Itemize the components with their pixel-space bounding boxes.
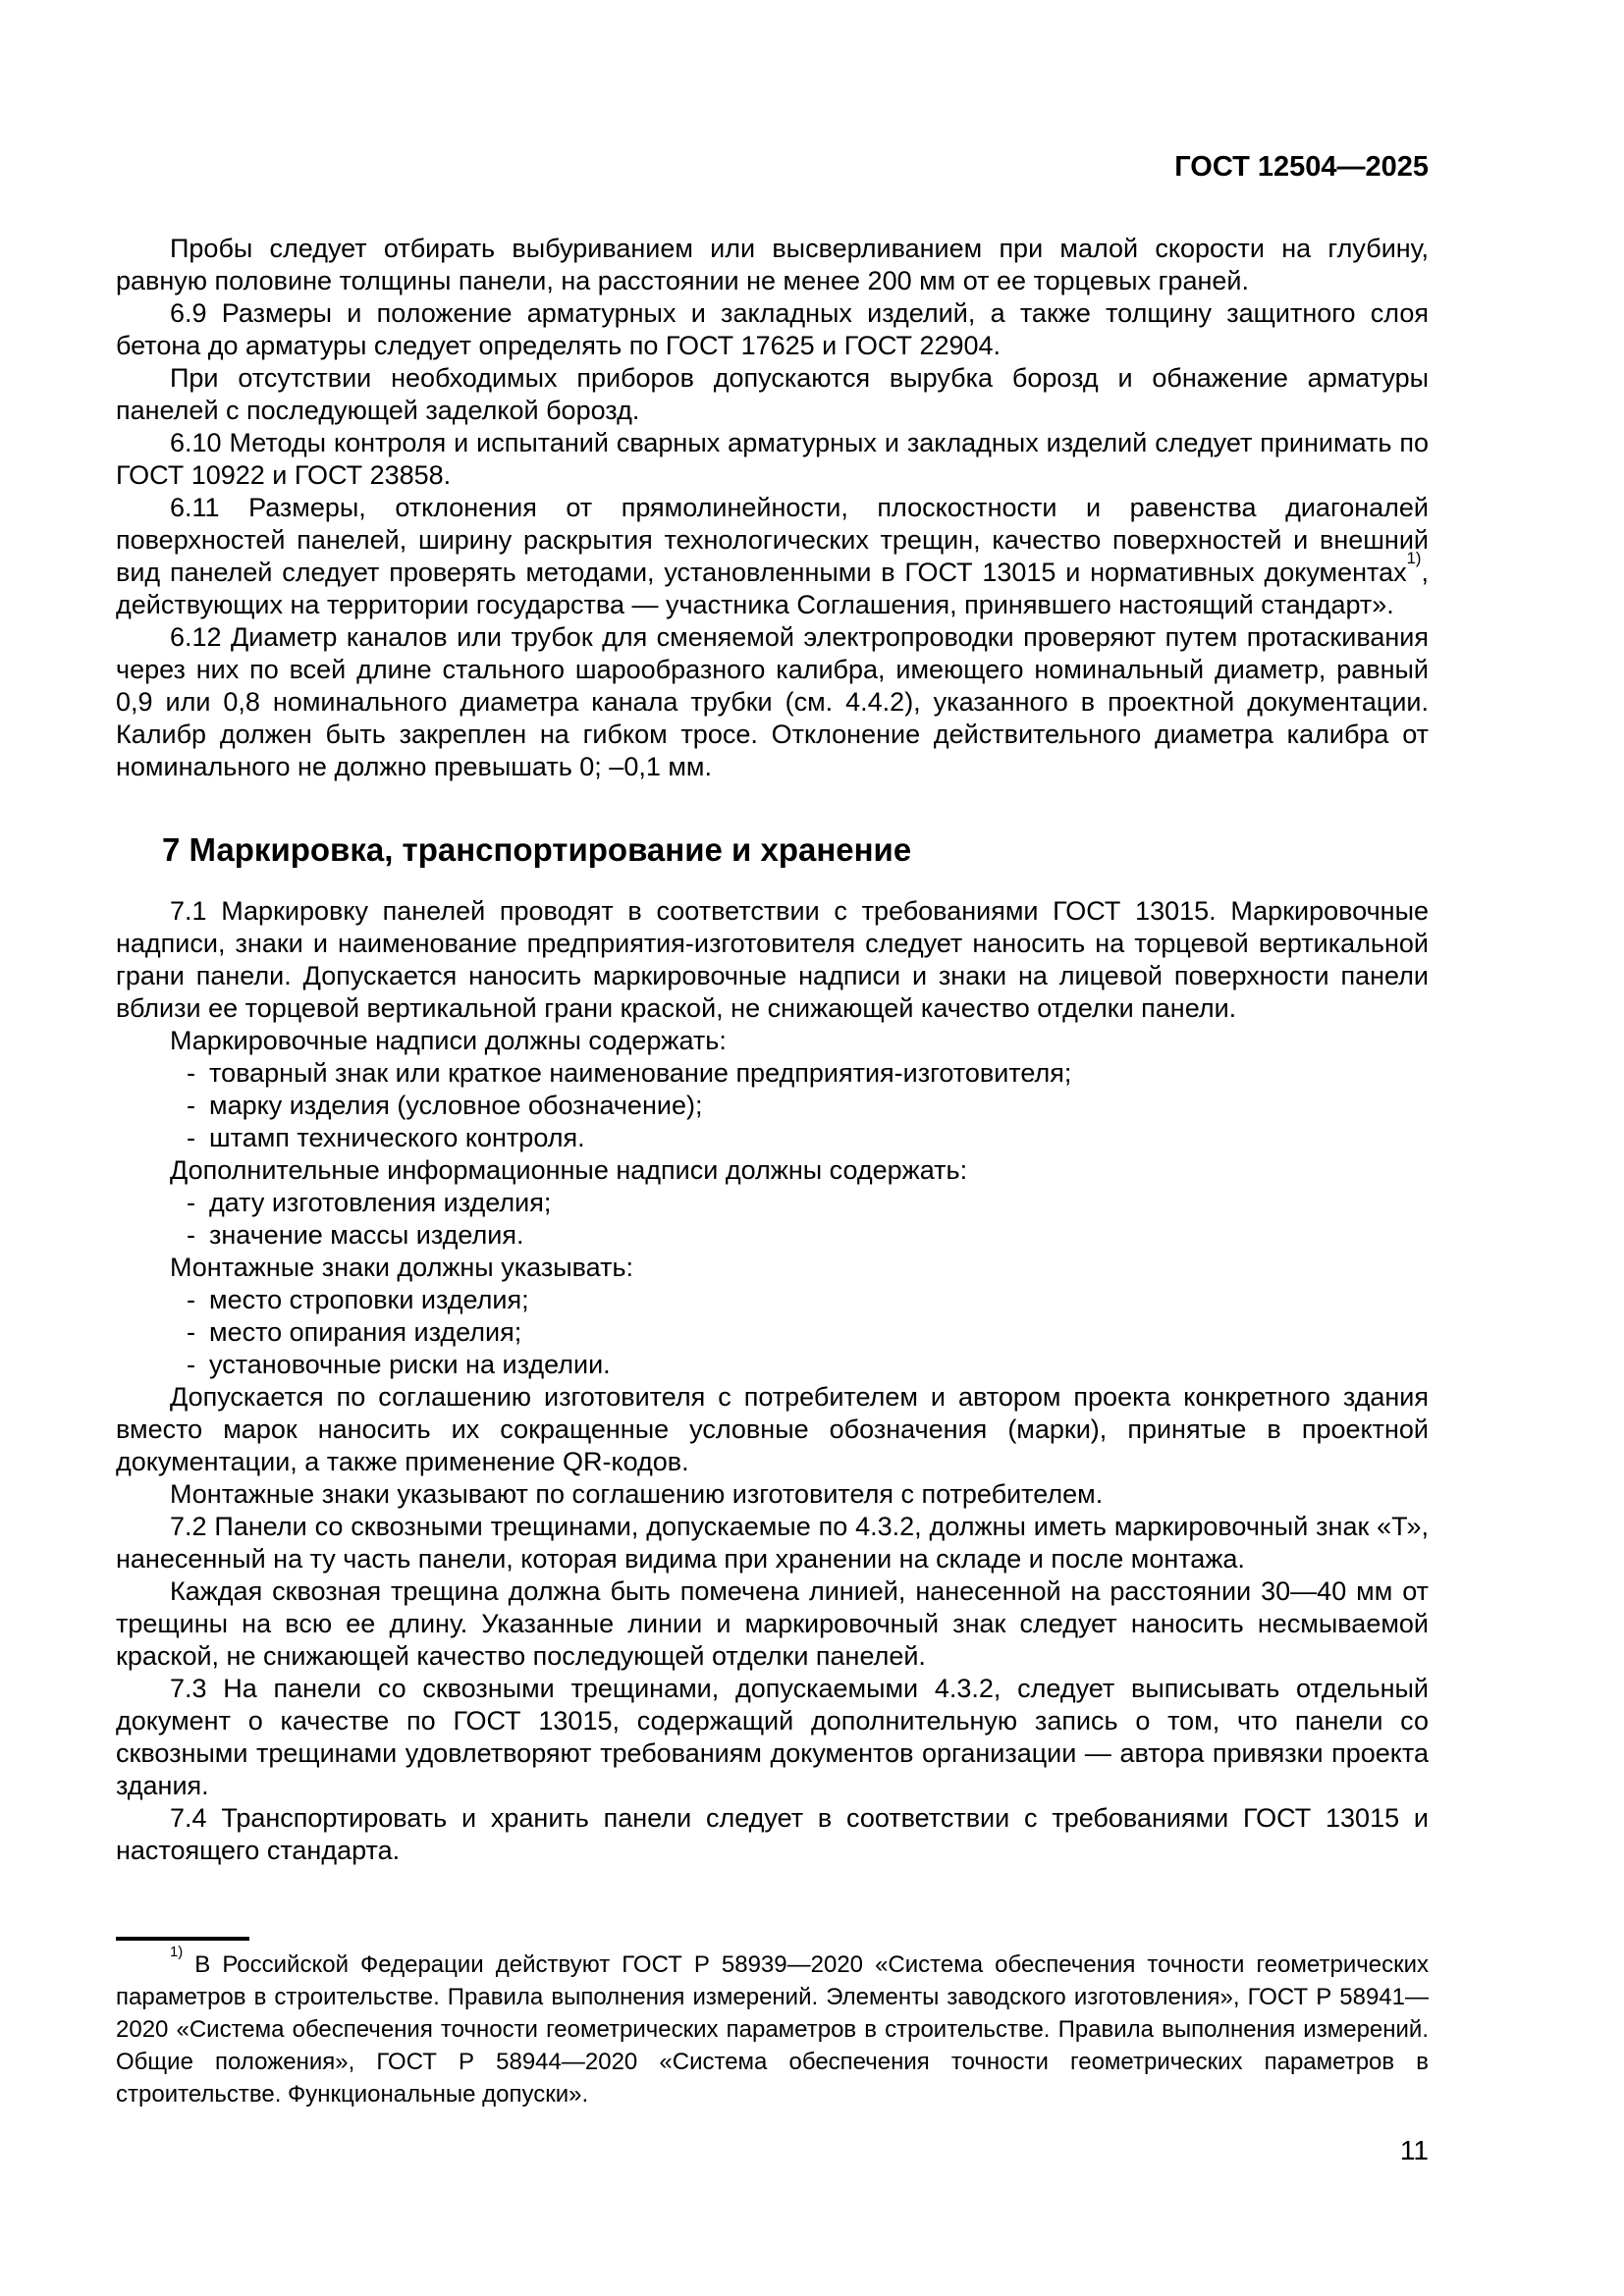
list-item-text: установочные риски на изделии. (209, 1350, 611, 1379)
list-item-text: марку изделия (условное обозначение); (209, 1091, 703, 1120)
list-dash: - (187, 1317, 195, 1347)
list-item (116, 1187, 1429, 1219)
marking-intro: Маркировочные надписи должны содержать: (170, 1026, 727, 1055)
clause-7-2: 7.2 Панели со сквозными трещинами, допускаемые по 4.3.2, должны иметь маркировочный знак «Т», нанесенный на ту часть панели, которая видима при хранении на складе и после монтажа. (116, 1512, 1429, 1574)
list-dash: - (187, 1091, 195, 1120)
clause-6-11-text: 6.11 Размеры, отклонения от прямолинейности, плоскостности и равенства диагоналей поверхностей панелей, ширину раскрытия технологических трещин, качество поверхностей и внешний вид панелей следует проверять методами, установленными в ГОСТ 13015 и нормативных документах (116, 493, 1429, 587)
list-dash: - (187, 1058, 195, 1088)
agreement-paragraph: Допускается по соглашению изготовителя с потребителем и автором проекта конкретного здания вместо марок наносить их сокращенные условные обозначения (марки), принятые в проектной документации, а также применение QR-кодов. (116, 1382, 1429, 1476)
paragraph-probes: Пробы следует отбирать выбуриванием или высверливанием при малой скорости на глубину, равную половине толщины панели, на расстоянии не менее 200 мм от ее торцевых граней. (116, 234, 1429, 295)
clause-6-11 (116, 492, 1429, 621)
list-item (116, 1349, 1429, 1381)
list-dash: - (187, 1188, 195, 1217)
list-item (116, 1284, 1429, 1316)
section-7-heading: 7 Маркировка, транспортирование и хранение (162, 831, 912, 868)
clause-7-3: 7.3 На панели со сквозными трещинами, допускаемыми 4.3.2, следует выписывать отдельный документ о качестве по ГОСТ 13015, содержащий дополнительную запись о том, что панели со сквозными трещинами удовлетворяют требованиям документов организации — автора привязки проекта здания. (116, 1674, 1429, 1800)
list-dash: - (187, 1285, 195, 1314)
list-item-text: товарный знак или краткое наименование предприятия-изготовителя; (209, 1058, 1072, 1088)
list-item (116, 1316, 1429, 1349)
section-6-continuation (116, 233, 1429, 783)
clause-6-11-text-after: , действующих на территории государства — участника Соглашения, принявшего настоящий стандарт». (116, 558, 1429, 619)
clause-7-1: 7.1 Маркировку панелей проводят в соответствии с требованиями ГОСТ 13015. Маркировочные надписи, знаки и наименование предприятия-изготовителя следует наносить на торцевой вертикальной грани панели. Допускается наносить маркировочные надписи и знаки на лицевой поверхности панели вблизи ее торцевой вертикальной грани краской, не снижающей качество отделки панели. (116, 896, 1429, 1023)
list-item-text: штамп технического контроля. (209, 1123, 585, 1152)
page-number: 11 (1399, 2135, 1429, 2165)
list-item-text: значение массы изделия. (209, 1220, 524, 1250)
clause-6-9-note: При отсутствии необходимых приборов допускаются вырубка борозд и обнажение арматуры панелей с последующей заделкой борозд. (116, 363, 1429, 425)
list-item (116, 1122, 1429, 1154)
mounting-note: Монтажные знаки указывают по соглашению изготовителя с потребителем. (170, 1479, 1104, 1509)
clause-6-9: 6.9 Размеры и положение арматурных и закладных изделий, а также толщину защитного слоя бетона до арматуры следует определять по ГОСТ 17625 и ГОСТ 22904. (116, 298, 1429, 360)
list-item (116, 1057, 1429, 1090)
mounting-intro: Монтажные знаки должны указывать: (170, 1253, 634, 1282)
list-dash: - (187, 1220, 195, 1250)
clause-6-12: 6.12 Диаметр каналов или трубок для сменяемой электропроводки проверяют путем протаскивания через них по всей длине стального шарообразного калибра, имеющего номинальный диаметр, равный 0,9 или 0,8 номинального диаметра канала трубки (см. 4.4.2), указанного в проектной документации. Калибр должен быть закреплен на гибком тросе. Отклонение действительного диаметра калибра от номинального не должно превышать 0; –0,1 мм. (116, 622, 1429, 781)
doc-code-header: ГОСТ 12504—2025 (1174, 151, 1429, 183)
list-dash: - (187, 1123, 195, 1152)
footnote-text (116, 1945, 1429, 2110)
footnote-separator (116, 1937, 249, 1941)
section-7-body (116, 895, 1429, 1867)
additional-intro: Дополнительные информационные надписи должны содержать: (170, 1155, 968, 1185)
list-dash: - (187, 1350, 195, 1379)
list-item-text: дату изготовления изделия; (209, 1188, 552, 1217)
clause-7-4: 7.4 Транспортировать и хранить панели следует в соответствии с требованиями ГОСТ 13015 и настоящего стандарта. (116, 1803, 1429, 1865)
footnote-area (116, 1937, 1429, 2110)
footnote-body-text: В Российской Федерации действуют ГОСТ Р 58939—2020 «Система обеспечения точности геометрических параметров в строительстве. Правила выполнения измерений. Элементы заводского изготовления», ГОСТ Р 58941—2020 «Система обеспечения точности геометрических параметров в строительстве. Правила выполнения измерений. Общие положения», ГОСТ Р 58944—2020 «Система обеспечения точности геометрических параметров в строительстве. Функциональные допуски». (116, 1951, 1429, 2108)
clause-7-2-note: Каждая сквозная трещина должна быть помечена линией, нанесенной на расстоянии 30—40 мм от трещины на всю ее длину. Указанные линии и маркировочный знак следует наносить несмываемой краской, не снижающей качество последующей отделки панелей. (116, 1576, 1429, 1671)
list-item-text: место строповки изделия; (209, 1285, 529, 1314)
footnote-marker: 1) (170, 1945, 184, 1961)
list-item (116, 1090, 1429, 1122)
footnote-ref-marker: 1) (1406, 549, 1422, 568)
list-item-text: место опирания изделия; (209, 1317, 522, 1347)
clause-6-10: 6.10 Методы контроля и испытаний сварных арматурных и закладных изделий следует принимать по ГОСТ 10922 и ГОСТ 23858. (116, 428, 1429, 490)
list-item (116, 1219, 1429, 1252)
